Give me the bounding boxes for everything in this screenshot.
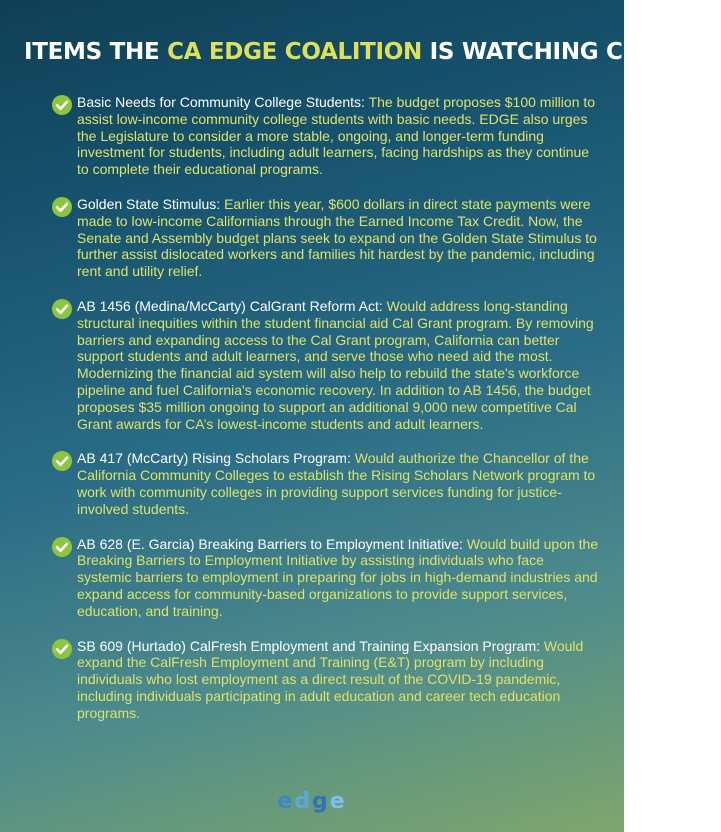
title-post: IS WATCHING CLOSELY:	[421, 39, 721, 65]
check-circle-icon	[52, 639, 72, 659]
item-lead: AB 417 (McCarty) Rising Scholars Program:	[77, 450, 351, 467]
list-item	[52, 298, 600, 432]
title-highlight: CA EDGE COALITION	[167, 39, 422, 65]
item-body: The budget proposes $100 million to assist low-income community college students with basic needs. EDGE also urges the Legislature to consider a more stable, ongoing, and longer-term funding investment for students, including adult learners, facing hardships as they continue to complete their educational programs.	[77, 94, 596, 178]
logo-letter: e	[329, 789, 347, 814]
logo-letter: g	[312, 789, 330, 814]
list-item	[52, 196, 600, 280]
item-lead: AB 628 (E. Garcia) Breaking Barriers to Employment Initiative:	[77, 535, 463, 552]
item-body: Would build upon the Breaking Barriers to Employment Initiative by assisting individuals who face systemic barriers to employment in preparing for jobs in high-demand industries and expand access for community-based organizations to provide support services, education, and training.	[77, 535, 599, 619]
check-circle-icon	[52, 451, 72, 471]
list-item	[52, 536, 600, 620]
title-pre: ITEMS THE	[24, 39, 168, 65]
check-circle-icon	[52, 537, 72, 557]
item-body: Earlier this year, $600 dollars in direct state payments were made to low-income Californians through the Earned Income Tax Credit. Now, the Senate and Assembly budget plans seek to expand on the Golden State Stimulus to further assist dislocated workers and families hit hardest by the pandemic, including rent and utility relief.	[77, 195, 597, 280]
check-circle-icon	[52, 95, 72, 115]
check-circle-icon	[52, 197, 72, 217]
item-body: Would expand the CalFresh Employment and Training (E&T) program by including individuals who lost employment as a direct result of the COVID-19 pandemic, including individuals participating in adult education and career tech education programs.	[77, 637, 584, 721]
logo-letter: d	[294, 789, 312, 814]
page-title	[24, 36, 721, 68]
list-item	[52, 638, 600, 722]
logo-letter: e	[277, 789, 295, 814]
item-lead: Golden State Stimulus:	[77, 195, 221, 212]
watch-list	[52, 94, 600, 722]
list-item	[52, 450, 600, 517]
item-body: Would authorize the Chancellor of the California Community Colleges to establish the Rising Scholars Network program to work with community colleges in providing support services funding for justice-involved students.	[77, 450, 596, 517]
item-lead: Basic Needs for Community College Students:	[77, 94, 365, 110]
list-item	[52, 94, 600, 178]
logo-bottom-strip	[0, 814, 624, 820]
edge-logo	[0, 783, 624, 820]
item-lead: SB 609 (Hurtado) CalFresh Employment and Training Expansion Program:	[77, 637, 540, 654]
item-lead: AB 1456 (Medina/McCarty) CalGrant Reform Act:	[77, 297, 383, 314]
check-circle-icon	[52, 299, 72, 319]
logo-wordmark	[277, 789, 346, 814]
item-body: Would address long-standing structural inequities within the student financial aid Cal Grant program. By removing barriers and expanding access to the Cal Grant program, California can better support students and adult learners, and serve those who need aid the most. Modernizing the financial aid system will also help to rebuild the state's workforce pipeline and fuel California's economic recovery. In addition to AB 1456, the budget proposes $35 million ongoing to support an additional 9,000 new competitive Cal Grant awards for CA’s lowest-income students and adult learners.	[77, 297, 594, 432]
